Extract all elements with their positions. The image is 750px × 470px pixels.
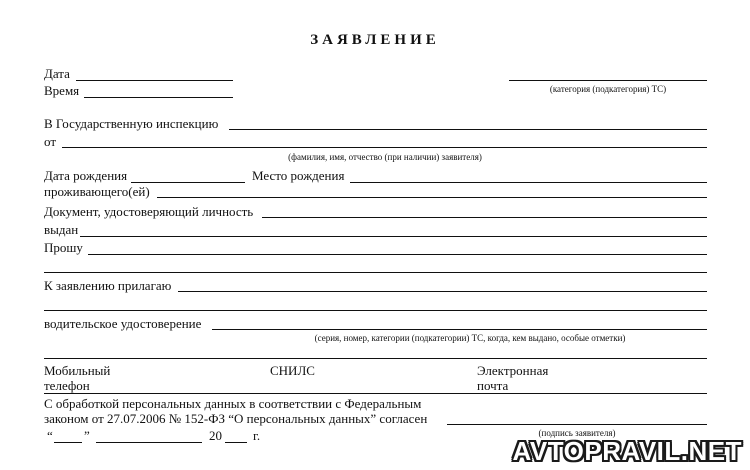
from-label: от	[44, 134, 57, 149]
mobile-label-1: Мобильный	[44, 363, 111, 378]
request-label: Прошу	[44, 240, 83, 255]
fio-caption: (фамилия, имя, отчество (при наличии) заявителя)	[288, 152, 482, 162]
date-field-line[interactable]	[76, 80, 233, 81]
date-label: Дата	[44, 66, 70, 81]
birth-place-label: Место рождения	[252, 168, 345, 183]
birth-date-field-line[interactable]	[131, 182, 245, 183]
day-field-line[interactable]	[54, 442, 82, 443]
snils-label: СНИЛС	[270, 363, 315, 378]
residing-field-line[interactable]	[157, 197, 707, 198]
document-title: ЗАЯВЛЕНИЕ	[310, 32, 440, 48]
residing-label: проживающего(ей)	[44, 184, 150, 199]
signature-caption: (подпись заявителя)	[538, 428, 616, 438]
license-field-line[interactable]	[212, 329, 707, 330]
year-field-line[interactable]	[225, 442, 247, 443]
category-field-line[interactable]	[509, 80, 707, 81]
attach-field-line-2[interactable]	[44, 310, 707, 311]
id-document-label: Документ, удостоверяющий личность	[44, 204, 254, 219]
contacts-bottom-line	[44, 393, 707, 394]
inspection-label: В Государственную инспекцию	[44, 116, 219, 131]
id-document-field-line[interactable]	[262, 217, 707, 218]
issued-field-line[interactable]	[80, 236, 707, 237]
year-suffix: г.	[253, 428, 261, 443]
consent-line-2: законом от 27.07.2006 № 152-ФЗ “О персональных данных” согласен	[44, 411, 428, 426]
issued-label: выдан	[44, 222, 79, 237]
request-field-line-1[interactable]	[88, 254, 707, 255]
date-quote-open: “	[47, 428, 53, 443]
attach-field-line-1[interactable]	[178, 291, 707, 292]
year-prefix: 20	[209, 428, 222, 443]
license-label: водительское удостоверение	[44, 316, 202, 331]
request-field-line-2[interactable]	[44, 272, 707, 273]
contacts-top-line	[44, 358, 707, 359]
time-label: Время	[44, 83, 80, 98]
category-caption: (категория (подкатегория) ТС)	[549, 84, 667, 94]
signature-field-line[interactable]	[447, 424, 707, 425]
birth-date-label: Дата рождения	[44, 168, 128, 183]
birth-place-field-line[interactable]	[350, 182, 707, 183]
consent-line-1: С обработкой персональных данных в соответствии с Федеральным	[44, 396, 422, 411]
month-field-line[interactable]	[96, 442, 202, 443]
attach-label: К заявлению прилагаю	[44, 278, 172, 293]
email-label-2: почта	[477, 378, 509, 393]
watermark-logo: AVTOPRAVIL.NET	[512, 436, 742, 466]
email-label-1: Электронная	[477, 363, 549, 378]
inspection-field-line[interactable]	[229, 129, 707, 130]
applicant-name-field-line[interactable]	[62, 147, 707, 148]
time-field-line[interactable]	[84, 97, 233, 98]
license-caption: (серия, номер, категории (подкатегории) ТС, когда, кем выдано, особые отметки)	[314, 333, 626, 343]
date-quote-close: ”	[84, 428, 90, 443]
mobile-label-2: телефон	[44, 378, 90, 393]
